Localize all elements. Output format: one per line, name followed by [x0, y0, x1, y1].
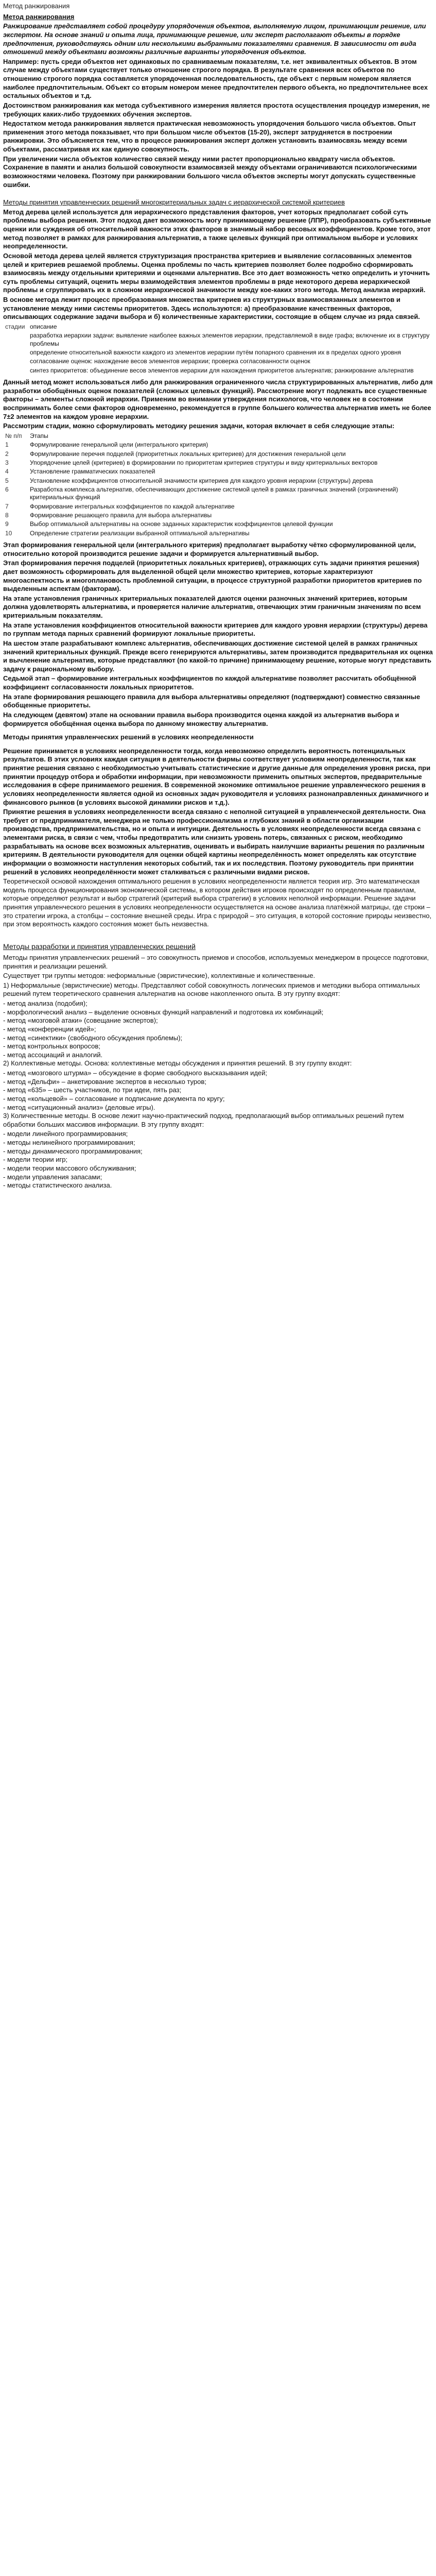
paragraph: Методы принятия управленческих решений – это совокупность приемов и способов, используемых менеджером в процессе подготовки, принятия и реализации решений.	[3, 953, 429, 970]
paragraph: Существует три группы методов: неформальные (эвристические), коллективные и количественные.	[3, 972, 316, 980]
paragraph: Седьмой этап – формирование интегральных коэффициентов по каждой альтернативе позволяет рассчитать обобщённой коэффициент согласованности локальных приоритетов.	[3, 674, 416, 691]
paragraph: 3) Количественные методы. В основе лежит научно-практический подход, предполагающий выбор оптимальных решений путем обработки больших массивов информации. В эту группу входят:	[3, 1112, 404, 1128]
table-row	[3, 477, 433, 485]
list-item: - модели управления запасами;	[3, 1173, 102, 1181]
paragraph: Метод дерева целей используется для иерархического представления факторов, учет которых предполагает собой суть проблемы выбора решения. Этот подход дает возможность могу принимающему решение (ЛПР), преобразовать субъективные оценки или суждения об относительной важности этих факторов в значимый набор весовых коэффициентов. Кроме того, этот метод позволяет в рамках для ранжирования альтернатив, а также целевых функций при оптимальном выборе и условиях неопределенности.	[3, 208, 431, 250]
table-cell: Установление грамматических показателей	[30, 468, 155, 476]
list-item: - метод «мозгового штурма» – обсуждение в форме свободного высказывания идей;	[3, 1069, 268, 1077]
table-row	[3, 331, 433, 348]
table-cell-num: 4	[5, 468, 9, 476]
stages-table	[3, 323, 433, 375]
paragraph: Принятие решения в условиях неопределенности всегда связано с неполной ситуацией в управленческой деятельности. Она требует от предпринимателя, менеджера не только профессионализма и глубоких знаний в области организации производства, предпринимательства, но и опыта и интуиции. Деятельность в условиях неопределенности всегда связана с элементами риска, в связи с чем, чтобы предотвратить или снизить уровень потерь, связанных с риском, необходимо разрабатывать на основе всех возможных альтернатив, оценивать и выбирать наилучшие варианты решения по различным критериям. В деятельности руководителя для оценки общей картины неопределённость может определять как отсутствие информации о возможности наступления некоторых событий, так и их последствия. Поэтому руководитель при принятии решений в условиях неопределённости может сталкиваться с различными видами рисков.	[3, 808, 426, 876]
paragraph: Недостатком метода ранжирования является практическая невозможность упорядочения большого числа объектов. Опыт применения этого метода показывает, что при большом числе объектов (15-20), эксперт затрудняется в построении ранжировки. Это объясняется тем, что в процессе ранжирования эксперт должен установить взаимосвязь между всеми объектами, рассматривая их как единую совокупность.	[3, 120, 416, 153]
list-item: - методы нелинейного программирования;	[3, 1139, 135, 1146]
table-cell: Упорядочение целей (критериев) в формировании по приоритетам критериев структуры и виду критериальных векторов	[30, 459, 378, 466]
list-item: - метод «635» – шесть участников, по три идеи, пять раз;	[3, 1086, 182, 1094]
list-item: - метод «конференции идей»;	[3, 1025, 96, 1033]
table-row	[3, 502, 433, 511]
table-cell: разработка иерархии задачи: выявление наиболее важных элементов иерархии, представляемой в виде графа; включение их в структуру проблемы	[30, 332, 430, 347]
table-cell-num: 5	[5, 477, 9, 484]
table-cell-num: 2	[5, 450, 9, 457]
list-item: - метод «ситуационный анализ» (деловые игры).	[3, 1103, 155, 1111]
paragraph: Например: пусть среди объектов нет одинаковых по сравниваемым показателям, т.е. нет эквивалентных объектов. В этом случае между объектами существует только отношение строгого порядка. В результате сравнения всех объектов по отношению строгого порядка составляется упорядоченная последовательность, где объект с первым номером является наиболее предпочтительным. Объект со вторым номером менее предпочтителен первого объекта, но предпочтительнее всех остальных объектов и т.д.	[3, 57, 428, 100]
list-item: - методы статистического анализа.	[3, 1181, 112, 1190]
list-item: - метод ассоциаций и аналогий.	[3, 1050, 103, 1059]
table-row	[3, 450, 433, 459]
table-cell-num: 9	[5, 520, 9, 528]
paragraph: Этап формирования перечня подцелей (приоритетных локальных критериев), отражающих суть задачи принятия решения) дает возможность сформировать для выделенной общей цели множество критериев, которые характеризуют многоаспектность и многоплановость проблемной ситуации, в процессе структурной разработки приоритетов критериев по выделенным аспектам (факторам).	[3, 559, 422, 593]
table-cell: Выбор оптимальной альтернативы на основе заданных характеристик коэффициентов целевой функции	[30, 520, 333, 528]
list	[3, 1069, 433, 1112]
list	[3, 999, 433, 1059]
table-cell: Разработка комплекса альтернатив, обеспечивающих достижение системой целей в рамках граничных значений (ограничений) критериальных функций	[30, 485, 398, 501]
steps-table	[3, 432, 433, 538]
list-item: - метод «синектики» (свободного обсуждения проблемы);	[3, 1033, 183, 1042]
table-header-cell: описание	[30, 323, 57, 330]
table-cell: Формулирование генеральной цели (интегрального критерия)	[30, 441, 208, 449]
paragraph: 2) Коллективные методы. Основа: коллективные методы обсуждения и принятия решений. В эту группу входят:	[3, 1059, 352, 1067]
paragraph: Решение принимается в условиях неопределенности тогда, когда невозможно определить вероятность потенциальных результатов. В этих условиях каждая ситуация в деятельности фирмы соответствует условиям неопределенности, так как принятие решения связано с необходимостью учитывать статистические и другие данные для определения уровня риска, при принятии процедур отбора и обработки информации, при невозможности применить опытных экспертов, предварительные исследования в сфере принимаемого решения. В современной экономике оптимальное решение управленческого решения в условиях неопределенности является одной из основных задач руководителя и условиях разнонаправленных динамичного и финансового рынков (в условиях высокой динамики рисков и т.д.).	[3, 747, 431, 806]
paragraph: На этапе установления коэффициентов относительной важности критериев для каждого уровня иерархии (структуры) дерева по группам метода парных сравнений формируют локальные приоритеты.	[3, 621, 428, 638]
table-row	[3, 440, 433, 449]
document-page	[0, 0, 436, 1190]
list	[3, 1130, 433, 1190]
table-row	[3, 529, 433, 538]
table-row	[3, 511, 433, 520]
paragraph: На этапе формирования решающего правила для выбора альтернативы определяют (подтверждают) совместно связанные обобщенные приоритеты.	[3, 692, 421, 709]
list-item: - метод анализа (подобия);	[3, 999, 88, 1007]
paragraph: В основе метода лежит процесс преобразования множества критериев из структурных взаимосвязанных элементов и установление между ними системы приоритетов. Здесь используются: а) преобразование качественных факторов, описывающих содержание задачи выбора и б) количественные характеристики, состоящие в общем случае из ряда связей.	[3, 296, 420, 321]
paragraph: Данный метод может использоваться либо для ранжирования ограниченного числа структурированных альтернатив, либо для разработки обобщённых оценок показателей (сложных целевых функций). Рассмотрение могут подлежать все существенные факторы – элементы сложной иерархии. Применим во внимании утверждения психологов, что человек не в состоянии воспринимать более семи факторов одновременно, рекомендуется в группе большего количества альтернатив иметь не более 7±2 элементов на каждом уровне иерархии.	[3, 378, 433, 420]
list-item: - модели теории игр;	[3, 1156, 68, 1164]
paragraph: Рассмотрим стадии, можно сформулировать методику решения задачи, которая включает в себя следующие этапы:	[3, 422, 395, 430]
list-item: - морфологический анализ – выделение основных функций направлений и подготовка их комбинаций;	[3, 1008, 324, 1016]
list-item: - модели теории массового обслуживания;	[3, 1164, 136, 1172]
list-item: - методы динамического программирования;	[3, 1147, 143, 1155]
list-item: - модели линейного программирования;	[3, 1130, 128, 1138]
paragraph: 1) Неформальные (эвристические) методы. Представляют собой совокупность логических приемов и методики выбора оптимальных решений путем теоретического сравнения альтернатив на основе накопленного опыта. В эту группу входят:	[3, 981, 420, 998]
table-cell-num: 8	[5, 512, 9, 519]
list-item: - метод «мозговой атаки» (совещание экспертов);	[3, 1016, 158, 1025]
table-cell: Формирование решающего правила для выбора альтернативы	[30, 512, 212, 519]
paragraph: На шестом этапе разрабатывают комплекс альтернатив, обеспечивающих достижение системой целей в рамках граничных значений критериальных функций. Прежде всего генерируются альтернативы, затем производится предварительная их оценка и вычленение альтернатив, которые представляют (по какой-то причине) принимающему решение, которые могут представить задачу к рациональному выбору.	[3, 639, 433, 673]
section-title: Методы принятия управленческих решений многокритериальных задач с иерархической системой критериев	[3, 198, 345, 207]
table-header-cell: Этапы	[30, 432, 48, 439]
table-cell: Установление коэффициентов относительной значимости критериев для каждого уровня иерархии (структуры) дерева	[30, 477, 373, 484]
table-cell-num: 3	[5, 459, 9, 466]
list-item: - метод «кольцевой» – согласование и подписание документа по кругу;	[3, 1094, 225, 1103]
paragraph: На следующем (девятом) этапе на основании правила выбора производится оценка каждой из альтернатив выбора и формируется обобщённая оценка выбора по данному множеству альтернатив.	[3, 710, 399, 727]
table-cell-num: 1	[5, 441, 9, 449]
table-row	[3, 357, 433, 366]
section-title: Методы разработки и принятия управленческих решений	[3, 942, 196, 951]
table-row	[3, 459, 433, 467]
table-header-row	[3, 323, 433, 331]
paragraph: Теоретической основой нахождения оптимального решения в условиях неопределенности является теория игр. Это математическая модель процесса функционирования экономической системы, в котором действия игроков происходят по определенным правилам, которые определяют результат и выбор стратегий (критерий выбора стратегии) в условиях неполной информации. Решение задачи принятия управленческого решения в условиях неопределенности осуществляется на основе анализа платёжной матрицы, где строки – это стратегии игрока, а столбцы – состояние внешней среды. Игра с природой – это ситуация, в которой состояние природы неизвестно, при этом вероятность каждого состояния может быть неизвестна.	[3, 877, 432, 928]
paragraph: На этапе установления граничных критериальных показателей даются оценки разночных значений критериев, которым должна удовлетворять альтернатива, и проверяется наличие альтернатив, отвечающих этим граничным значениям по всем критериальным показателям.	[3, 594, 421, 620]
table-cell: Формулирование перечня подцелей (приоритетных локальных критериев) для достижения генеральной цели	[30, 450, 346, 457]
list-item: - метод «Дельфи» – анкетирование экспертов в несколько туров;	[3, 1077, 206, 1086]
top-label: Метод ранжирования	[3, 2, 70, 10]
table-header-cell: стадии	[5, 323, 25, 330]
table-cell: Определение стратегии реализации выбранной оптимальной альтернативы	[30, 529, 250, 537]
table-header-cell: № п/п	[5, 432, 22, 439]
subheading: Методы принятия управленческих решений в условиях неопределенности	[3, 733, 254, 741]
paragraph: Достоинством ранжирования как метода субъективного измерения является простота осуществления процедур измерения, не требующих каких-либо трудоемких обучения экспертов.	[3, 101, 430, 118]
table-row	[3, 485, 433, 502]
paragraph: Ранжирование представляет собой процедуру упорядочения объектов, выполняемую лицом, принимающим решение, или экспертом. На основе знаний и опыта лица, принимающие решение, или эксперт располагают объекты в порядке предпочтения, руководствуясь одним или несколькими выбранными показателями сравнения. В зависимости от вида отношений между объектами возможны различные варианты упорядочения объектов.	[3, 22, 426, 56]
table-row	[3, 520, 433, 529]
table-cell-num: 10	[5, 529, 12, 537]
table-header-row	[3, 432, 433, 440]
table-row	[3, 348, 433, 357]
table-cell: синтез приоритетов: объединение весов элементов иерархии для нахождения приоритетов альтернатив; ранжирование альтернатив	[30, 366, 414, 374]
table-row	[3, 366, 433, 375]
table-cell: Формирование интегральных коэффициентов по каждой альтернативе	[30, 502, 235, 510]
section-heading: Метод ранжирования	[3, 12, 75, 21]
table-cell-num: 7	[5, 502, 9, 510]
table-row	[3, 467, 433, 476]
table-cell-num: 6	[5, 485, 9, 493]
list-item: - метод контрольных вопросов;	[3, 1042, 100, 1050]
paragraph: Основой метода дерева целей является структуризация пространства критериев и выявление согласованных элементов целей и критериев решаемой проблемы. Оценка проблемы по часть критериев позволяет более подробно сформировать взаимосвязь между отдельными критериями и оценками альтернатив. Все это дает возможность четко определить и уточнить суть проблемы ситуаций, оценить меры взаимодействия элементов проблемы в ряде некоторого дерева иерархической проблемы и сгруппировать их в сложном иерархической значимости между кое-каких этого метода. Метод анализа иерархий.	[3, 251, 430, 294]
paragraph: Этап формирования генеральной цели (интегрального критерия) предполагает выработку чётко сформулированной цели, относительно которой производится решение задачи и формируется альтернативный выбор.	[3, 541, 416, 557]
table-cell: определение относительной важности каждого из элементов иерархии путём попарного сравнения их в пределах одного уровня	[30, 348, 401, 356]
table-cell: согласование оценок: нахождение весов элементов иерархии; проверка согласованности оценок	[30, 358, 310, 365]
paragraph: При увеличении числа объектов количество связей между ними растет пропорционально квадрату числа объектов. Сохранение в памяти и анализ большой совокупности взаимосвязей между объектами ограничиваются психологическими возможностями человека. Поэтому при ранжировании большого числа объектов эксперты могут допускать существенные ошибки.	[3, 155, 417, 189]
